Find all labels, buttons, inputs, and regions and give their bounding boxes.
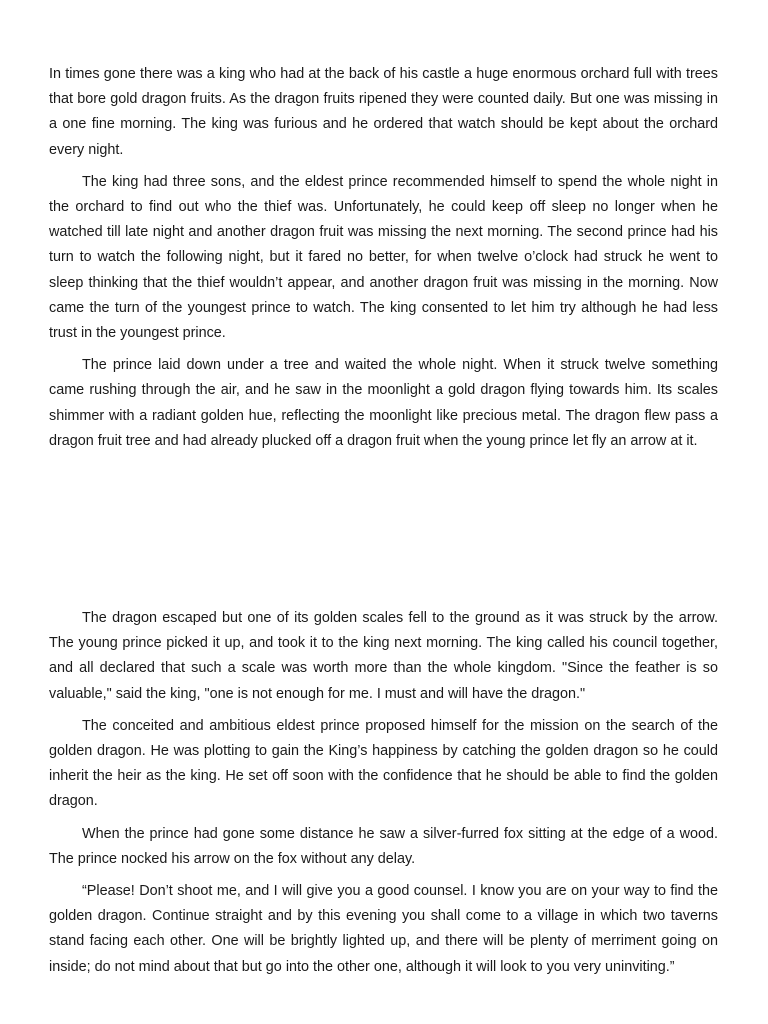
paragraph-5: The conceited and ambitious eldest prince proposed himself for the mission on the search of the golden dragon. He was plotting to gain the King’s happiness by catching the golden dragon so he could inherit the heir as the king. He set off soon with the confidence that he should be able to find the golden dragon.: [49, 717, 718, 810]
paragraph-4: The dragon escaped but one of its golden scales fell to the ground as it was struck by the arrow. The young prince picked it up, and took it to the king next morning. The king called his council together, and all declared that such a scale was worth more than the whole kingdom. "Since the feather is so valuable," said the king, "one is not enough for me. I must and will have the dragon.": [49, 610, 718, 702]
paragraph-6: When the prince had gone some distance he saw a silver-furred fox sitting at the edge of a wood. The prince nocked his arrow on the fox without any delay.: [49, 825, 718, 867]
paragraph-1: In times gone there was a king who had at the back of his castle a huge enormous orchard full with trees that bore gold dragon fruits. As the dragon fruits ripened they were counted daily. But one was missing in a one fine morning. The king was furious and he ordered that watch should be kept about the orchard every night.: [49, 66, 718, 158]
paragraph-3: The prince laid down under a tree and waited the whole night. When it struck twelve something came rushing through the air, and he saw in the moonlight a gold dragon flying towards him. Its scales shimmer with a radiant golden hue, reflecting the moonlight like precious metal. The dragon flew pass a dragon fruit tree and had already plucked off a dragon fruit when the young prince let fly an arrow at it.: [49, 357, 718, 449]
paragraph-7: “Please! Don’t shoot me, and I will give you a good counsel. I know you are on your way to find the golden dragon. Continue straight and by this evening you shall come to a village in which two taverns stand facing each other. One will be brightly lighted up, and there will be plenty of merriment going on inside; do not mind about that but go into the other one, although it will look to you very uninviting.”: [49, 883, 718, 975]
paragraph-2: The king had three sons, and the eldest prince recommended himself to spend the whole night in the orchard to find out who the thief was. Unfortunately, he could keep off sleep no longer when he watched till late night and another dragon fruit was missing the next morning. The second prince had his turn to watch the following night, but it fared no better, for when twelve o’clock had struck he went to sleep thinking that the thief wouldn’t appear, and another dragon fruit was missing in the morning. Now came the turn of the youngest prince to watch. The king consented to let him try although he had less trust in the youngest prince.: [49, 173, 718, 342]
blank-gap: [49, 461, 718, 606]
document-page: [49, 62, 718, 987]
